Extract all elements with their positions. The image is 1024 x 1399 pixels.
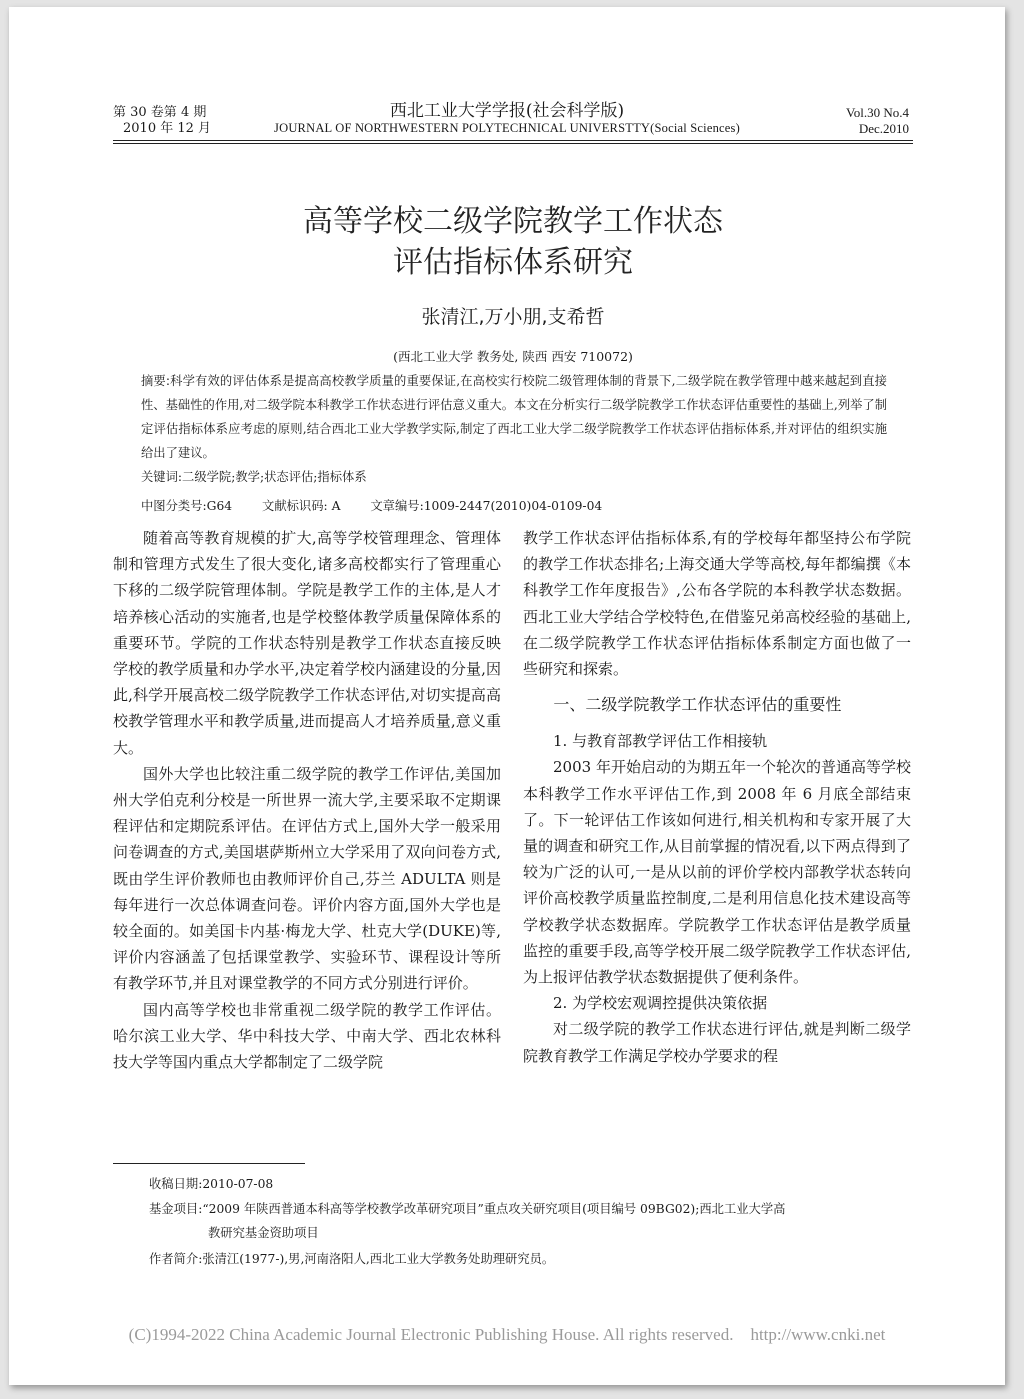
article-number: 文章编号:1009-2447(2010)04-0109-04	[370, 499, 603, 513]
footnote-author-bio: 作者简介:张清江(1977-),男,河南洛阳人,西北工业大学教务处助理研究员。	[149, 1252, 555, 1266]
header-rule-secondary	[113, 143, 913, 144]
body-paragraph: 2003 年开始启动的为期五年一个轮次的普通高等学校本科教学工作水平评估工作,到 2008 年 6 月底全部结束了。下一轮评估工作该如何进行,相关机构和专家开展了大量的调查和研究工作,从目前掌握的情况看,以下两点得到了较为广泛的认可,一是从以前的评价学校内部教学状态转向评价高校教学质量监控制度,二是利用信息化技术建设高等学校教学状态数据库。学院教学工作状态评估是教学质量监控的重要手段,高等学校开展二级学院教学工作状态评估,为上报评估教学状态数据提供了便利条件。	[523, 758, 911, 987]
footnote-fund	[149, 1197, 913, 1245]
fund-label: 基金项目:	[149, 1202, 203, 1216]
body-paragraph: 随着高等教育规模的扩大,高等学校管理理念、管理体制和管理方式发生了很大变化,诸多高校都实行了管理重心下移的二级学院管理体制。学院是教学工作的主体,是人才培养核心活动的实施者,也是学校整体教学质量保障体系的重要环节。学院的工作状态特别是教学工作状态直接反映学校的教学质量和办学水平,决定着学校内涵建设的分量,因此,科学开展高校二级学院教学工作状态评估,对切实提高高校教学管理水平和教学质量,进而提高人才培养质量,意义重大。	[113, 529, 501, 757]
subsection-heading: 1. 与教育部教学评估工作相接轨	[553, 732, 768, 751]
header-right	[846, 105, 909, 137]
footnote-rule	[113, 1163, 305, 1164]
article-title	[113, 201, 913, 283]
abstract	[141, 369, 887, 465]
body-column-left	[113, 525, 501, 1075]
body-paragraph-continued: 教学工作状态评估指标体系,有的学校每年都坚持公布学院的教学工作状态排名;上海交通大学等高校,每年都编撰《本科教学工作年度报告》,公布各学院的本科教学状态数据。西北工业大学结合学校特色,在借鉴兄弟高校经验的基础上,在二级学院教学工作状态评估指标体系制定方面也做了一些研究和探索。	[523, 529, 911, 679]
header-left	[113, 105, 211, 137]
body-column-right	[523, 525, 911, 1069]
fund-text-1: “2009 年陕西普通本科高等学校教学改革研究项目”重点攻关研究项目(项目编号 09BG02);西北工业大学高	[202, 1202, 786, 1216]
body-paragraph: 国外大学也比较注重二级学院的教学工作评估,美国加州大学伯克利分校是一所世界一流大学,主要采取不定期课程评估和定期院系评估。在评估方式上,国外大学一般采用问卷调查的方式,美国堪萨斯州立大学采用了双向问卷方式,既由学生评价教师也由教师评价自己,芬兰 ADULTA 则是每年进行一次总体调查问卷。评价内容方面,国外大学也是较全面的。如美国卡内基·梅龙大学、杜克大学(DUKE)等,评价内容涵盖了包括课堂教学、实验环节、课程设计等所有教学环节,并且对课堂教学的不同方式分别进行评价。	[113, 764, 501, 993]
body-paragraph: 国内高等学校也非常重视二级学院的教学工作评估。哈尔滨工业大学、华中科技大学、中南大学、西北农林科技大学等国内重点大学都制定了二级学院	[113, 1000, 501, 1072]
body-paragraph: 对二级学院的教学工作状态进行评估,就是判断二级学院教育教学工作满足学校办学要求的程	[523, 1020, 911, 1065]
footnote-received: 收稿日期:2010-07-08	[149, 1177, 274, 1191]
copyright-watermark: (C)1994-2022 China Academic Journal Electronic Publishing House. All rights reserved. http://www.cnki.net	[128, 1325, 886, 1344]
header-center	[239, 101, 775, 135]
header-date-en: Dec.2010	[858, 121, 909, 136]
subsection-heading: 2. 为学校宏观调控提供决策依据	[553, 994, 768, 1013]
header-volume-cn: 第 30 卷第 4 期	[113, 105, 207, 120]
journal-title-cn: 西北工业大学学报(社会科学版)	[389, 101, 625, 121]
keywords: 关键词:二级学院;教学;状态评估;指标体系	[141, 470, 367, 484]
title-line-1: 高等学校二级学院教学工作状态	[303, 204, 723, 239]
header-rule	[113, 140, 913, 141]
section-heading: 一、二级学院教学工作状态评估的重要性	[553, 695, 842, 715]
abstract-text: 科学有效的评估体系是提高高校教学质量的重要保证,在高校实行校院二级管理体制的背景下,二级学院在教学管理中越来越起到直接性、基础性的作用,对二级学院本科教学工作状态进行评估意义重大。本文在分析实行二级学院教学工作状态评估重要性的基础上,列举了制定评估指标体系应考虑的原则,结合西北工业大学教学实际,制定了西北工业大学二级学院教学工作状态评估指标体系,并对评估的组织实施给出了建议。	[141, 374, 887, 460]
header-volume-en: Vol.30 No.4	[846, 105, 909, 120]
affiliation: (西北工业大学 教务处, 陕西 西安 710072)	[393, 349, 633, 364]
clc-number: 中图分类号:G64	[141, 499, 233, 513]
abstract-label: 摘要:	[141, 374, 171, 388]
document-code: 文献标识码: A	[262, 499, 341, 513]
title-line-2: 评估指标体系研究	[393, 245, 633, 280]
journal-title-en: JOURNAL OF NORTHWESTERN POLYTECHNICAL UNIVERSTTY(Social Sciences)	[274, 121, 740, 135]
fund-text-2: 教研究基金资助项目	[208, 1226, 319, 1240]
classification-line	[141, 494, 887, 518]
authors: 张清江,万小朋,支希哲	[421, 306, 605, 328]
paper-page	[9, 7, 1005, 1385]
header-date-cn: 2010 年 12 月	[123, 121, 212, 136]
